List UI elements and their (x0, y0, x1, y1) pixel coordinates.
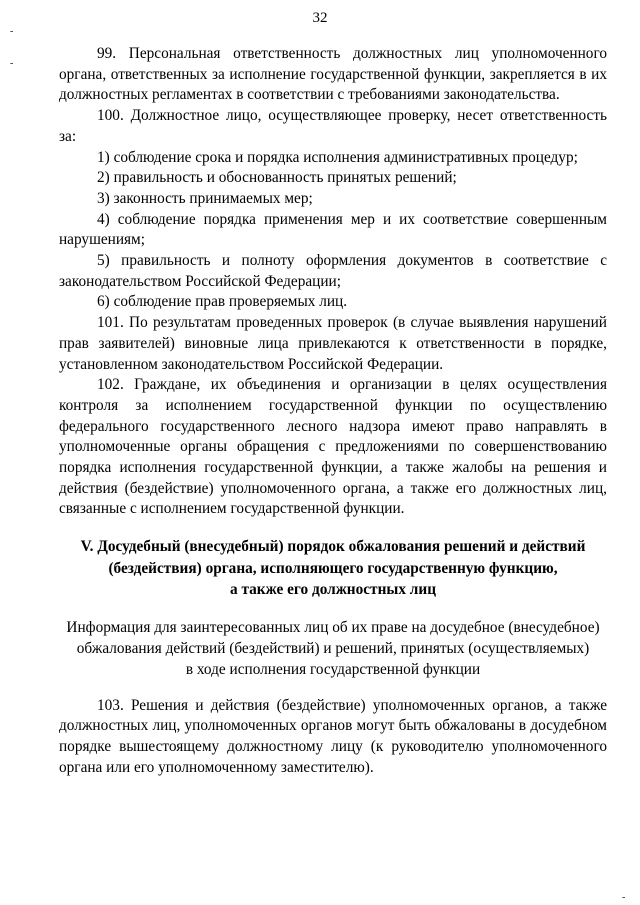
list-item-6: 6) соблюдение прав проверяемых лиц. (97, 293, 348, 311)
paragraph-99: 99. Персональная ответственность должностных лиц уполномоченного органа, ответственных за исполнение государственной функции, закрепляется в их должностных регламентах в соответствии с требованиями законодательства. (59, 45, 607, 104)
margin-mark: - (10, 26, 14, 37)
list-item-5: 5) правильность и полноту оформления документов в соответствие с законодательством Российской Федерации; (59, 252, 607, 290)
subheading-line: обжалования действий (бездействий) и решений, принятых (осуществляемых) (76, 639, 590, 657)
section-heading-line: а также его должностных лиц (229, 581, 437, 599)
info-subheading (59, 617, 607, 680)
list-item-1: 1) соблюдение срока и порядка исполнения административных процедур; (97, 148, 578, 166)
subheading-line: Информация для заинтересованных лиц об их праве на досудебное (внесудебное) (66, 618, 600, 636)
section-heading-line: (бездействия) органа, исполняющего государственную функцию, (108, 559, 558, 577)
paragraph-100: 100. Должностное лицо, осуществляющее проверку, несет ответственность за: (59, 107, 607, 145)
margin-mark: - (10, 58, 14, 69)
margin-mark: - (622, 892, 626, 903)
list-item-3: 3) законность принимаемых мер; (97, 189, 313, 207)
list-item-4: 4) соблюдение порядка применения мер и их соответствие совершенным нарушениям; (59, 210, 607, 249)
section-heading (59, 536, 607, 601)
paragraph-103: 103. Решения и действия (бездействие) уполномоченных органов, а также должностных лиц, уполномоченных органов могут быть обжалованы в досудебном порядке вышестоящему должностному лицу (к руководителю уполномоченного органа или его уполномоченному заместителю). (59, 696, 607, 776)
paragraph-101: 101. По результатам проведенных проверок (в случае выявления нарушений прав заявителей) виновные лица привлекаются к ответственности в порядке, установленном законодательством Российской Федерации. (59, 314, 607, 373)
list-item-2: 2) правильность и обоснованность принятых решений; (97, 169, 457, 187)
section-heading-line: V. Досудебный (внесудебный) порядок обжалования решений и действий (80, 538, 586, 556)
page-number: 32 (312, 10, 328, 26)
document-body (59, 44, 607, 778)
paragraph-102: 102. Граждане, их объединения и организации в целях осуществления контроля за исполнением государственной функции по осуществлению федерального государственного лесного надзора имеют право направлять в уполномоченные органы обращения с предложениями по совершенствованию порядка исполнения государственной функции, а также жалобы на решения и действия (бездействие) уполномоченного органа, а также его должностных лиц, связанные с исполнением государственной функции. (59, 376, 607, 518)
subheading-line: в ходе исполнения государственной функции (185, 660, 481, 678)
